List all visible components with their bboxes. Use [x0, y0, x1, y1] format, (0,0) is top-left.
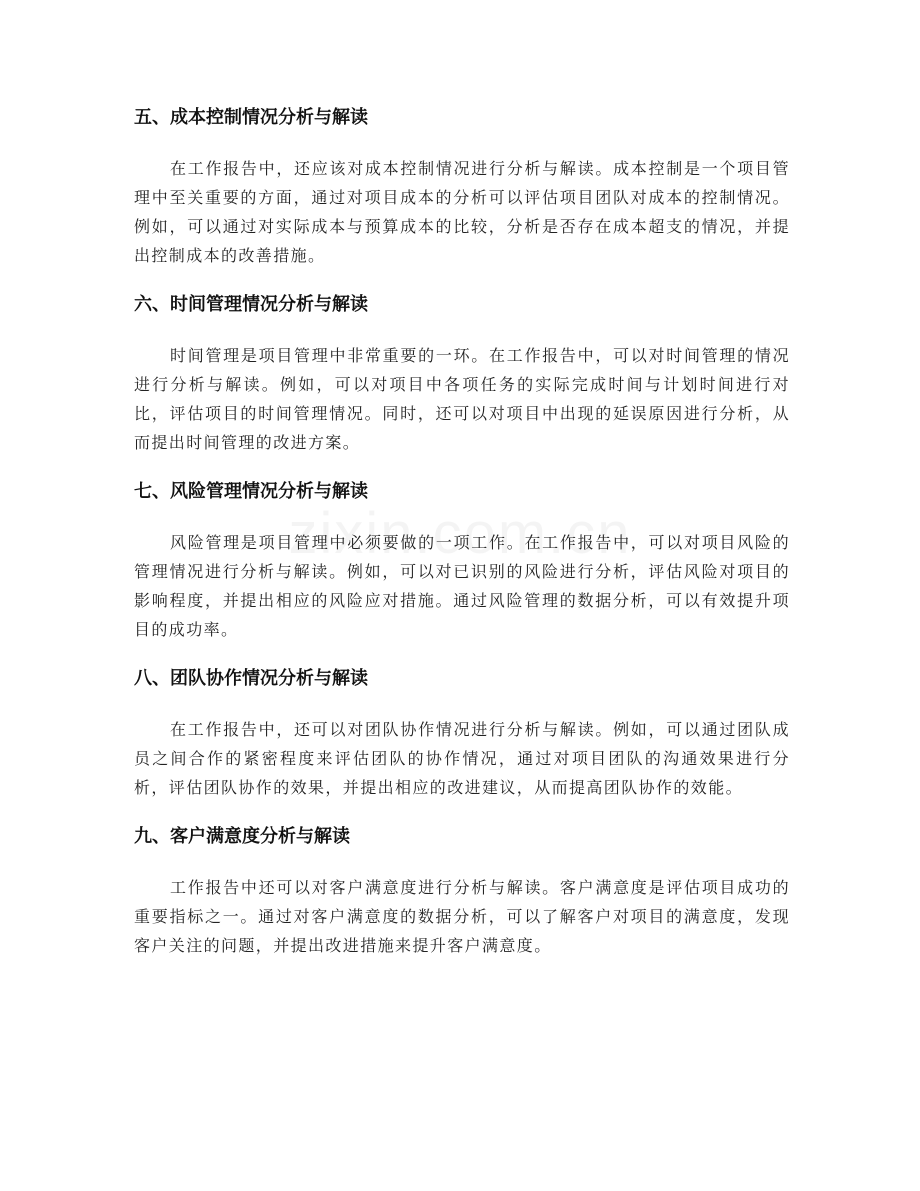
- section-team-collaboration: [134, 665, 790, 802]
- section-paragraph: 在工作报告中，还可以对团队协作情况进行分析与解读。例如，可以通过团队成员之间合作的紧密程度来评估团队的协作情况，通过对项目团队的沟通效果进行分析，评估团队协作的效果，并提出相应的改进建议，从而提高团队协作的效能。: [134, 720, 790, 797]
- section-time-management: [134, 291, 790, 457]
- section-heading: 六、时间管理情况分析与解读: [134, 294, 368, 315]
- section-cost-control: [134, 104, 790, 270]
- section-heading: 八、团队协作情况分析与解读: [134, 668, 368, 689]
- section-heading: 五、成本控制情况分析与解读: [134, 107, 368, 128]
- section-risk-management: [134, 478, 790, 644]
- section-heading: 九、客户满意度分析与解读: [134, 826, 350, 847]
- section-heading: 七、风险管理情况分析与解读: [134, 481, 368, 502]
- section-paragraph: 工作报告中还可以对客户满意度进行分析与解读。客户满意度是评估项目成功的重要指标之一。通过对客户满意度的数据分析，可以了解客户对项目的满意度，发现客户关注的问题，并提出改进措施来提升客户满意度。: [134, 878, 790, 955]
- document-body: [134, 104, 790, 981]
- section-customer-satisfaction: [134, 823, 790, 960]
- section-paragraph: 时间管理是项目管理中非常重要的一环。在工作报告中，可以对时间管理的情况进行分析与解读。例如，可以对项目中各项任务的实际完成时间与计划时间进行对比，评估项目的时间管理情况。同时，还可以对项目中出现的延误原因进行分析，从而提出时间管理的改进方案。: [134, 346, 790, 452]
- section-paragraph: 风险管理是项目管理中必须要做的一项工作。在工作报告中，可以对项目风险的管理情况进行分析与解读。例如，可以对已识别的风险进行分析，评估风险对项目的影响程度，并提出相应的风险应对措施。通过风险管理的数据分析，可以有效提升项目的成功率。: [134, 533, 790, 639]
- section-paragraph: 在工作报告中，还应该对成本控制情况进行分析与解读。成本控制是一个项目管理中至关重要的方面，通过对项目成本的分析可以评估项目团队对成本的控制情况。例如，可以通过对实际成本与预算成本的比较，分析是否存在成本超支的情况，并提出控制成本的改善措施。: [134, 159, 790, 265]
